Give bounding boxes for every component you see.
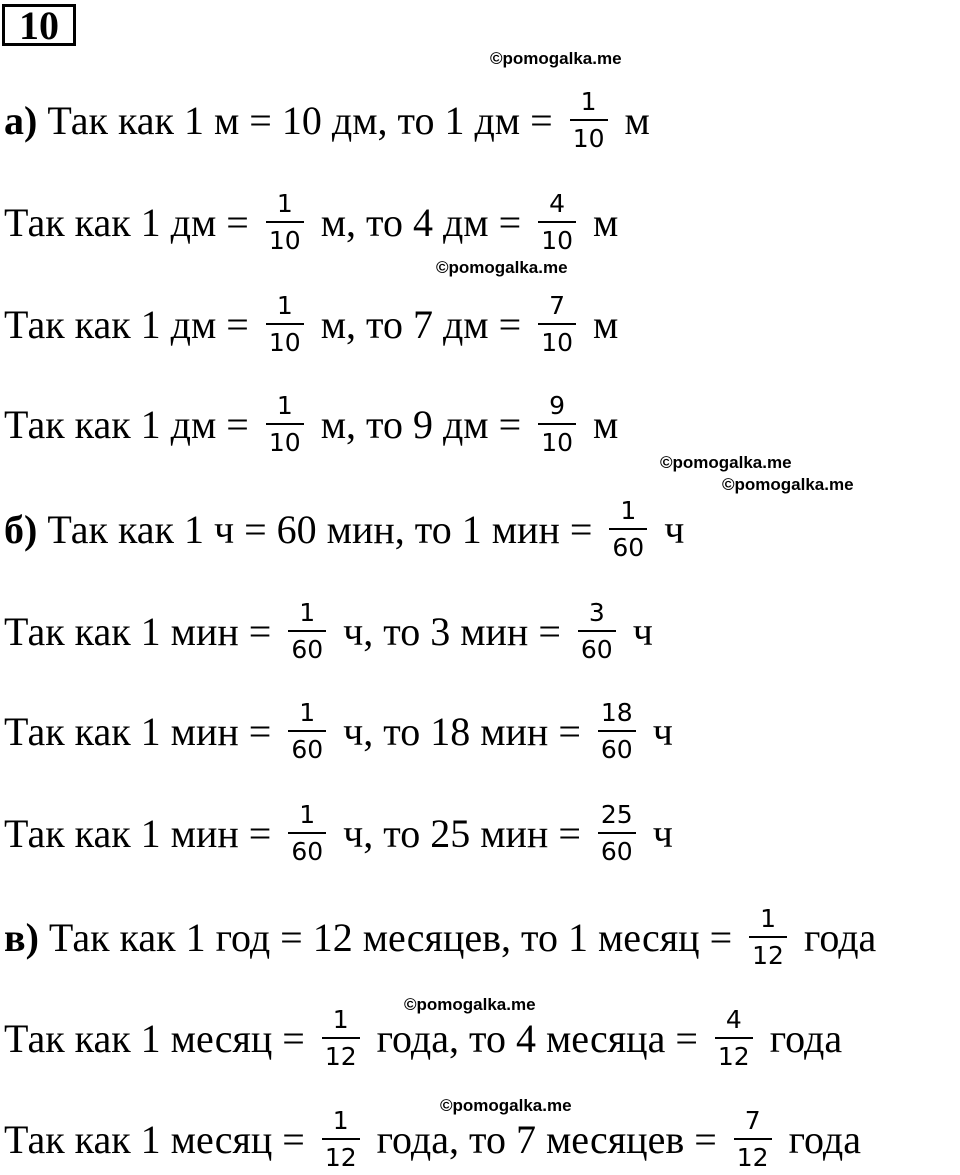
fraction-numerator: 1 [299, 598, 316, 627]
solution-line-b-1 [4, 494, 684, 564]
part-letter: в) [4, 914, 39, 960]
fraction-denominator: 60 [578, 630, 616, 664]
line-text: года, то 7 месяцев = [366, 1116, 727, 1162]
fraction-denominator: 10 [266, 323, 304, 357]
fraction-denominator: 10 [570, 119, 608, 153]
fraction-numerator: 3 [588, 598, 605, 627]
line-text: года [778, 1116, 861, 1162]
part-letter: а) [4, 97, 38, 143]
fraction [598, 800, 636, 866]
fraction-denominator: 10 [538, 221, 576, 255]
fraction-numerator: 9 [549, 391, 566, 420]
fraction-numerator: 25 [600, 800, 633, 829]
fraction-denominator: 10 [538, 423, 576, 457]
watermark: ©pomogalka.me [490, 49, 622, 68]
line-text: Так как 1 месяц = [4, 1116, 315, 1162]
line-text: м [583, 199, 619, 245]
solution-line-a-3 [4, 289, 618, 359]
fraction [288, 598, 326, 664]
line-text: года, то 4 месяца = [366, 1015, 708, 1061]
fraction-numerator: 1 [276, 291, 293, 320]
line-text: м, то 9 дм = [310, 401, 532, 447]
line-text: ч [654, 506, 685, 552]
fraction-denominator: 10 [266, 423, 304, 457]
line-text: Так как 1 м = 10 дм, то 1 дм = [37, 97, 563, 143]
problem-number: 10 [2, 4, 76, 46]
fraction [538, 391, 576, 457]
fraction-numerator: 7 [549, 291, 566, 320]
line-text: ч, то 3 мин = [333, 608, 571, 654]
line-text: ч, то 25 мин = [333, 810, 591, 856]
fraction-numerator: 18 [600, 698, 633, 727]
fraction [598, 698, 636, 764]
fraction-numerator: 1 [760, 904, 776, 933]
solution-line-b-3 [4, 696, 673, 766]
fraction-denominator: 12 [734, 1138, 772, 1172]
fraction-numerator: 1 [332, 1005, 349, 1034]
fraction-numerator: 1 [299, 800, 316, 829]
line-text: Так как 1 ч = 60 мин, то 1 мин = [37, 506, 603, 552]
watermark: ©pomogalka.me [660, 453, 792, 472]
line-text: Так как 1 мин = [4, 708, 282, 754]
fraction [538, 189, 576, 255]
fraction [609, 496, 647, 562]
fraction-numerator: 4 [549, 189, 566, 218]
line-text: м [583, 401, 619, 447]
line-text: Так как 1 дм = [4, 301, 259, 347]
line-text: м [583, 301, 619, 347]
fraction-denominator: 10 [266, 221, 304, 255]
fraction [322, 1005, 360, 1071]
fraction [288, 698, 326, 764]
line-text: Так как 1 мин = [4, 810, 282, 856]
line-text: ч [642, 708, 673, 754]
fraction-numerator: 1 [620, 496, 637, 525]
fraction-denominator: 60 [288, 832, 326, 866]
fraction [570, 87, 608, 153]
line-text: Так как 1 год = 12 месяцев, то 1 месяц = [38, 914, 743, 960]
line-text: Так как 1 мин = [4, 608, 282, 654]
fraction-denominator: 60 [598, 730, 636, 764]
fraction-denominator: 12 [715, 1037, 753, 1071]
fraction-denominator: 12 [749, 936, 787, 970]
solution-line-a-2 [4, 187, 618, 257]
fraction-denominator: 60 [598, 832, 636, 866]
solution-line-b-4 [4, 798, 673, 868]
line-text: м, то 4 дм = [310, 199, 532, 245]
line-text: Так как 1 дм = [4, 199, 259, 245]
fraction-numerator: 1 [299, 698, 316, 727]
fraction-numerator: 1 [276, 189, 293, 218]
watermark: ©pomogalka.me [436, 258, 568, 277]
line-text: ч [642, 810, 673, 856]
line-text: ч, то 18 мин = [333, 708, 591, 754]
line-text: Так как 1 месяц = [4, 1015, 315, 1061]
fraction [749, 904, 787, 970]
fraction-denominator: 12 [322, 1037, 360, 1071]
line-text: года [793, 914, 877, 960]
solution-line-c-2 [4, 1003, 842, 1073]
line-text: года [759, 1015, 843, 1061]
solution-line-c-3 [4, 1104, 861, 1174]
watermark: ©pomogalka.me [404, 995, 536, 1014]
fraction-numerator: 7 [744, 1106, 761, 1135]
fraction-numerator: 1 [580, 87, 597, 116]
solution-line-c-1 [4, 902, 876, 972]
line-text: ч [622, 608, 653, 654]
fraction-denominator: 60 [609, 528, 647, 562]
solution-line-b-2 [4, 596, 653, 666]
watermark: ©pomogalka.me [440, 1096, 572, 1115]
line-text: Так как 1 дм = [4, 401, 259, 447]
fraction [734, 1106, 772, 1172]
fraction [266, 391, 304, 457]
solution-line-a-4 [4, 389, 618, 459]
fraction [266, 291, 304, 357]
fraction [578, 598, 616, 664]
fraction-numerator: 4 [725, 1005, 742, 1034]
solution-line-a-1 [4, 85, 650, 155]
fraction [288, 800, 326, 866]
fraction-denominator: 60 [288, 730, 326, 764]
fraction-numerator: 1 [332, 1106, 349, 1135]
line-text: м, то 7 дм = [310, 301, 532, 347]
part-letter: б) [4, 506, 38, 552]
fraction [266, 189, 304, 255]
fraction [715, 1005, 753, 1071]
fraction-denominator: 10 [538, 323, 576, 357]
watermark: ©pomogalka.me [722, 475, 854, 494]
fraction-numerator: 1 [276, 391, 293, 420]
fraction-denominator: 12 [322, 1138, 360, 1172]
fraction [322, 1106, 360, 1172]
fraction-denominator: 60 [288, 630, 326, 664]
fraction [538, 291, 576, 357]
line-text: м [614, 97, 650, 143]
